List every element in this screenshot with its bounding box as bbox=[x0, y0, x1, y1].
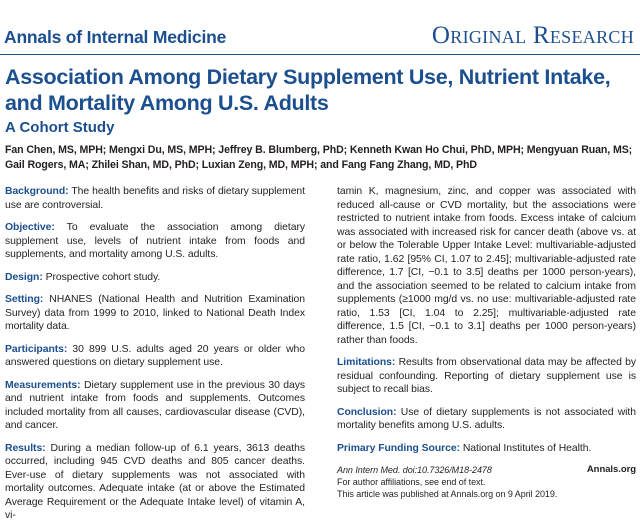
setting-label: Setting: bbox=[5, 294, 44, 305]
abstract-funding bbox=[337, 442, 636, 456]
design-text: Prospective cohort study. bbox=[45, 271, 161, 283]
section-label: Original Research bbox=[431, 22, 634, 49]
citation: Ann Intern Med. doi:10.7326/M18-2478 bbox=[337, 465, 492, 475]
limitations-text: Results from observational data may be affected by residual confounding. Reporting of dietary supplement use is subject to recall bias. bbox=[337, 357, 636, 395]
publication-note: This article was published at Annals.org on 9 April 2019. bbox=[337, 489, 558, 499]
abstract-background bbox=[5, 185, 305, 212]
results-label: Results: bbox=[5, 442, 46, 454]
background-text: The health benefits and risks of dietary supplement use are controversial. bbox=[5, 186, 305, 211]
article-subtitle: A Cohort Study bbox=[5, 119, 115, 136]
abstract-limitations bbox=[337, 356, 636, 397]
funding-text: National Institutes of Health. bbox=[462, 442, 592, 454]
affiliations-note: For author affiliations, see end of text. bbox=[337, 477, 486, 487]
objective-label: Objective: bbox=[5, 222, 55, 233]
site-link[interactable]: Annals.org bbox=[586, 464, 636, 475]
article-title: Association Among Dietary Supplement Use, Nutrient Intake, and Mortality Among U.S. Adults bbox=[5, 65, 611, 115]
measurements-text: Dietary supplement use in the previous 30 days and nutrient intake from foods and supplements. Outcomes included mortality from all causes, cardiovascular disease (CVD), and cancer. bbox=[5, 379, 305, 431]
abstract-setting bbox=[5, 293, 305, 334]
abstract-objective bbox=[5, 221, 305, 262]
abstract-measurements bbox=[5, 379, 305, 433]
conclusion-text: Use of dietary supplements is not associated with mortality benefits among U.S. adults. bbox=[337, 406, 637, 431]
measurements-label: Measurements: bbox=[5, 379, 81, 391]
objective-text: To evaluate the association among dietary supplement use, levels of nutrient intake from foods and supplements, and mortality among U.S. adults. bbox=[5, 222, 306, 260]
abstract-left-column bbox=[5, 185, 305, 532]
setting-text: NHANES (National Health and Nutrition Examination Survey) data from 1999 to 2010, linked to National Death Index mortality data. bbox=[5, 294, 305, 332]
article-footer bbox=[337, 464, 636, 500]
abstract-participants bbox=[5, 343, 305, 370]
participants-text: 30 899 U.S. adults aged 20 years or older who answered questions on dietary supplement use. bbox=[5, 343, 305, 368]
abstract-right-column bbox=[337, 185, 636, 500]
abstract-results bbox=[5, 442, 305, 523]
participants-label: Participants: bbox=[5, 343, 68, 355]
results-text: During a median follow-up of 6.1 years, 3613 deaths occurred, including 945 CVD deaths and 805 cancer deaths. Ever-use of dietary supplements was not associated with mortality outcomes. Adequate intake (at or above the Estimated Average Requirement or the Adequate Intake level) of vitamin A, vi- bbox=[5, 442, 305, 521]
design-label: Design: bbox=[5, 271, 43, 283]
funding-label: Primary Funding Source: bbox=[337, 442, 460, 454]
background-label: Background: bbox=[5, 186, 69, 197]
journal-name: Annals of Internal Medicine bbox=[4, 27, 227, 47]
footer-citation-row bbox=[337, 464, 636, 476]
conclusion-label: Conclusion: bbox=[337, 406, 397, 418]
abstract-design bbox=[5, 271, 305, 285]
header-divider bbox=[0, 54, 640, 55]
limitations-label: Limitations: bbox=[337, 357, 396, 368]
author-list: Fan Chen, MS, MPH; Mengxi Du, MS, MPH; Jeffrey B. Blumberg, PhD; Kenneth Kwan Ho Chui, PhD, MPH; Mengyuan Ruan, MS; Gail Rogers, MA; Zhilei Shan, MD, PhD; Luxian Zeng, MD, MPH; and Fang Fang Zhang, MD, PhD bbox=[5, 144, 633, 171]
abstract-results-continued: tamin K, magnesium, zinc, and copper was associated with reduced all-cause or CVD mortality, but the associations were restricted to nutrient intake from foods. Excess intake of calcium was associated with increased risk for cancer death (above vs. at or below the Tolerable Upper Intake Level: multivariable-adjusted rate ratio, 1.62 [95% CI, 1.07 to 2.45]; multivariable-adjusted rate difference, 1.7 [CI, −0.1 to 3.5] deaths per 1000 person-years), and the association seemed to be related to calcium intake from supplements (≥1000 mg/d vs. no use: multivariable-adjusted rate ratio, 1.53 [CI, 1.04 to 2.25]; multivariable-adjusted rate difference, 1.5 [CI, −0.1 to 3.1] deaths per 1000 person-years) rather than foods. bbox=[337, 186, 636, 346]
abstract-conclusion bbox=[337, 406, 636, 433]
